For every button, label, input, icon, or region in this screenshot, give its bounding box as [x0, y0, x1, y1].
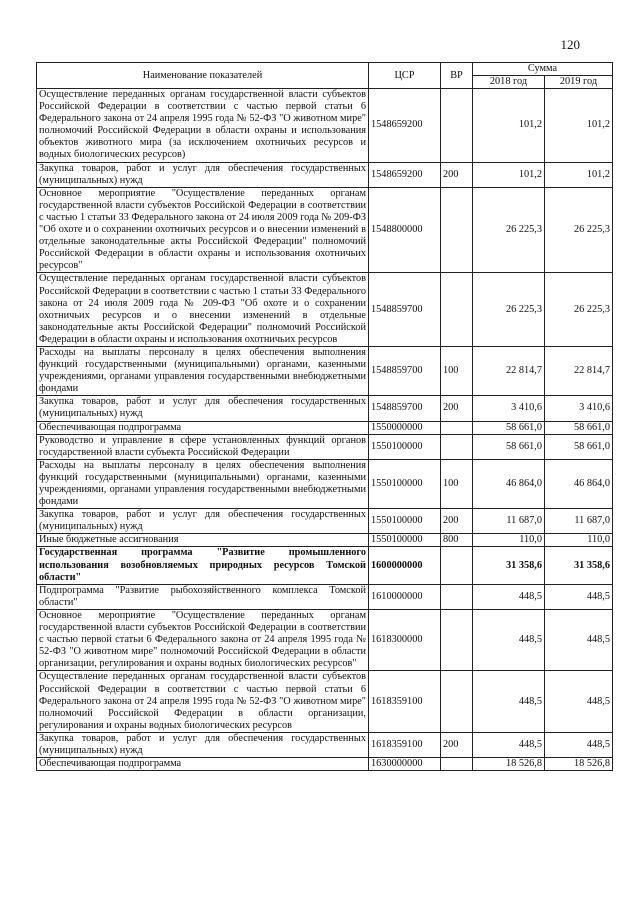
row-sum-2019-cell: 3 410,6 — [545, 396, 613, 421]
budget-table — [36, 62, 613, 771]
row-sum-2019-cell: 110,0 — [545, 534, 613, 547]
row-sum-2019-cell: 448,5 — [545, 732, 613, 757]
row-csr-cell: 1618359100 — [369, 671, 441, 732]
row-name-cell: Обеспечивающая подпрограмма — [37, 421, 369, 434]
row-sum-2019-cell: 448,5 — [545, 584, 613, 609]
row-sum-2018-cell: 110,0 — [473, 534, 545, 547]
row-sum-2019-cell: 448,5 — [545, 671, 613, 732]
row-sum-2018-cell: 101,2 — [473, 89, 545, 163]
row-csr-cell: 1610000000 — [369, 584, 441, 609]
row-csr-cell: 1548800000 — [369, 187, 441, 273]
row-vr-cell — [441, 584, 473, 609]
row-name-cell: Государственная программа "Развитие промышленного использования возобновляемых природных ресурсов Томской области" — [37, 547, 369, 584]
header-vr: ВР — [441, 63, 473, 89]
table-row — [37, 732, 613, 757]
row-vr-cell: 200 — [441, 732, 473, 757]
row-csr-cell: 1548859700 — [369, 396, 441, 421]
row-sum-2018-cell: 18 526,8 — [473, 758, 545, 771]
header-name: Наименование показателей — [37, 63, 369, 89]
row-sum-2018-cell: 448,5 — [473, 584, 545, 609]
row-vr-cell — [441, 609, 473, 670]
row-sum-2018-cell: 26 225,3 — [473, 273, 545, 347]
row-csr-cell: 1550000000 — [369, 421, 441, 434]
row-name-cell: Закупка товаров, работ и услуг для обеспечения государственных (муниципальных) нужд — [37, 396, 369, 421]
table-row — [37, 273, 613, 347]
row-sum-2019-cell: 26 225,3 — [545, 187, 613, 273]
table-row — [37, 396, 613, 421]
row-csr-cell: 1550100000 — [369, 534, 441, 547]
row-csr-cell: 1548659200 — [369, 162, 441, 187]
table-row — [37, 758, 613, 771]
row-name-cell: Осуществление переданных органам государственной власти субъектов Российской Федерации в соответствии с частью первой статьи 6 Федерального закона от 24 апреля 1995 года № 52-ФЗ "О животном мире" полномочий Российской Федерации в области охраны и использования объектов животного мира (за исключением охотничьих ресурсов и водных биологических ресурсов) — [37, 89, 369, 163]
table-row — [37, 547, 613, 584]
row-sum-2018-cell: 448,5 — [473, 671, 545, 732]
row-vr-cell — [441, 434, 473, 459]
row-sum-2018-cell: 31 358,6 — [473, 547, 545, 584]
row-sum-2018-cell: 11 687,0 — [473, 509, 545, 534]
row-sum-2019-cell: 11 687,0 — [545, 509, 613, 534]
row-sum-2018-cell: 101,2 — [473, 162, 545, 187]
row-sum-2019-cell: 31 358,6 — [545, 547, 613, 584]
row-name-cell: Основное мероприятие "Осуществление переданных органам государственной власти субъектов Российской Федерации в соответствии с частью 1 статьи 33 Федерального закона от 24 июля 2009 года № 209-ФЗ "Об охоте и о сохранении охотничьих ресурсов и о внесении изменений в отдельные законодательные акты Российской Федерации" полномочий Российской Федерации в области охраны и использования охотничьих ресурсов" — [37, 187, 369, 273]
table-row — [37, 509, 613, 534]
row-sum-2019-cell: 46 864,0 — [545, 459, 613, 508]
table-row — [37, 187, 613, 273]
row-name-cell: Расходы на выплаты персоналу в целях обеспечения выполнения функций государственными (муниципальными) органами, казенными учреждениями, органами управления государственными внебюджетными фондами — [37, 346, 369, 395]
table-row — [37, 584, 613, 609]
row-csr-cell: 1548659200 — [369, 89, 441, 163]
row-sum-2019-cell: 58 661,0 — [545, 434, 613, 459]
row-vr-cell: 100 — [441, 346, 473, 395]
table-row — [37, 421, 613, 434]
row-sum-2018-cell: 46 864,0 — [473, 459, 545, 508]
row-sum-2019-cell: 22 814,7 — [545, 346, 613, 395]
row-sum-2018-cell: 26 225,3 — [473, 187, 545, 273]
row-vr-cell: 200 — [441, 396, 473, 421]
table-row — [37, 89, 613, 163]
row-name-cell: Осуществление переданных органам государственной власти субъектов Российской Федерации в соответствии с частью 1 статьи 33 Федерального закона от 24 июля 2009 года № 209-ФЗ "Об охоте и о сохранении охотничьих ресурсов и о внесении изменений в отдельные законодательные акты Российской Федерации" полномочий Российской Федерации в области охраны и использования охотничьих ресурсов — [37, 273, 369, 347]
row-sum-2018-cell: 58 661,0 — [473, 421, 545, 434]
row-name-cell: Закупка товаров, работ и услуг для обеспечения государственных (муниципальных) нужд — [37, 509, 369, 534]
row-sum-2019-cell: 101,2 — [545, 162, 613, 187]
table-body — [37, 89, 613, 771]
row-csr-cell: 1618359100 — [369, 732, 441, 757]
table-row — [37, 459, 613, 508]
row-sum-2018-cell: 22 814,7 — [473, 346, 545, 395]
row-sum-2018-cell: 3 410,6 — [473, 396, 545, 421]
row-csr-cell: 1550100000 — [369, 434, 441, 459]
row-name-cell: Закупка товаров, работ и услуг для обеспечения государственных (муниципальных) нужд — [37, 162, 369, 187]
page-number: 120 — [560, 37, 580, 52]
table-row — [37, 434, 613, 459]
row-vr-cell: 200 — [441, 509, 473, 534]
row-vr-cell — [441, 273, 473, 347]
row-vr-cell — [441, 671, 473, 732]
row-csr-cell: 1548859700 — [369, 346, 441, 395]
row-name-cell: Подпрограмма "Развитие рыбохозяйственного комплекса Томской области" — [37, 584, 369, 609]
row-sum-2018-cell: 448,5 — [473, 609, 545, 670]
row-vr-cell — [441, 89, 473, 163]
row-vr-cell — [441, 758, 473, 771]
header-year-2018: 2018 год — [473, 76, 545, 89]
row-name-cell: Закупка товаров, работ и услуг для обеспечения государственных (муниципальных) нужд — [37, 732, 369, 757]
row-csr-cell: 1618300000 — [369, 609, 441, 670]
row-sum-2019-cell: 101,2 — [545, 89, 613, 163]
row-sum-2019-cell: 18 526,8 — [545, 758, 613, 771]
table-row — [37, 671, 613, 732]
table-row — [37, 346, 613, 395]
row-sum-2018-cell: 58 661,0 — [473, 434, 545, 459]
row-csr-cell: 1630000000 — [369, 758, 441, 771]
row-name-cell: Обеспечивающая подпрограмма — [37, 758, 369, 771]
row-vr-cell — [441, 187, 473, 273]
row-name-cell: Основное мероприятие "Осуществление переданных органам государственной власти субъектов Российской Федерации в соответствии с частью первой статьи 6 Федерального закона от 24 апреля 1995 года № 52-ФЗ "О животном мире" полномочий Российской Федерации в области организации, регулирования и охраны водных биологических ресурсов" — [37, 609, 369, 670]
row-name-cell: Осуществление переданных органам государственной власти субъектов Российской Федерации в соответствии с частью первой статьи 6 Федерального закона от 24 апреля 1995 года № 52-ФЗ "О животном мире" полномочий Российской Федерации в области организации, регулирования и охраны водных биологических ресурсов — [37, 671, 369, 732]
row-name-cell: Руководство и управление в сфере установленных функций органов государственной власти субъекта Российской Федерации — [37, 434, 369, 459]
row-vr-cell — [441, 547, 473, 584]
header-csr: ЦСР — [369, 63, 441, 89]
row-sum-2019-cell: 448,5 — [545, 609, 613, 670]
table-row — [37, 609, 613, 670]
row-csr-cell: 1550100000 — [369, 459, 441, 508]
table-row — [37, 534, 613, 547]
row-vr-cell: 100 — [441, 459, 473, 508]
row-vr-cell: 200 — [441, 162, 473, 187]
table-row — [37, 162, 613, 187]
row-name-cell: Иные бюджетные ассигнования — [37, 534, 369, 547]
row-vr-cell: 800 — [441, 534, 473, 547]
row-name-cell: Расходы на выплаты персоналу в целях обеспечения выполнения функций государственными (муниципальными) органами, казенными учреждениями, органами управления государственными внебюджетными фондами — [37, 459, 369, 508]
row-sum-2019-cell: 58 661,0 — [545, 421, 613, 434]
row-sum-2019-cell: 26 225,3 — [545, 273, 613, 347]
row-csr-cell: 1550100000 — [369, 509, 441, 534]
table-header — [37, 63, 613, 89]
header-sum: Сумма — [473, 63, 613, 76]
row-csr-cell: 1600000000 — [369, 547, 441, 584]
row-csr-cell: 1548859700 — [369, 273, 441, 347]
row-vr-cell — [441, 421, 473, 434]
header-year-2019: 2019 год — [545, 76, 613, 89]
row-sum-2018-cell: 448,5 — [473, 732, 545, 757]
